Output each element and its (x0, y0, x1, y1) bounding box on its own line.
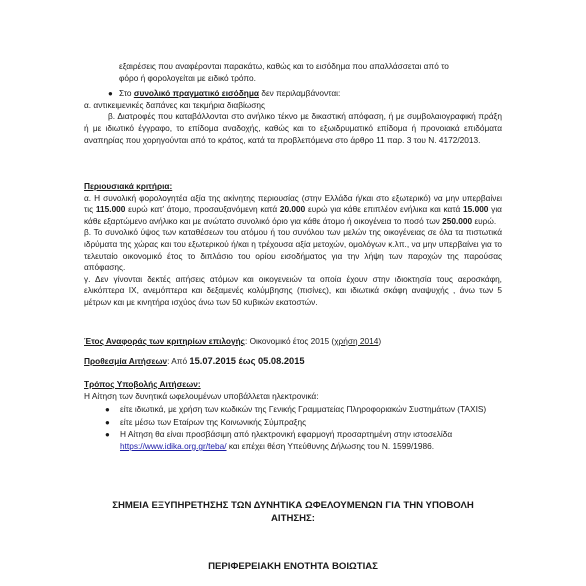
submission-item-1-text: είτε ιδιωτικά, με χρήση των κωδικών της Γενικής Γραμματείας Πληροφοριακών Συστημάτων (TAXIS) (120, 404, 487, 415)
reference-usage: χρήση 2014 (334, 336, 379, 346)
submission-item-3-text: Η Αίτηση θα είναι προσβάσιμη από ηλεκτρονική εφαρμογή προσαρτημένη στην ιστοσελίδα (120, 429, 453, 440)
bullet-dot-icon: ● (105, 417, 110, 427)
property-a-value-3: 15.000 (463, 204, 489, 215)
income-item-a: α. αντικειμενικές δαπάνες και τεκμήρια διαβίωσης (84, 99, 266, 110)
income-section (0, 61, 586, 146)
property-a-text-5: ευρώ. (472, 215, 497, 226)
income-text-line-1: εξαιρέσεις που αναφέρονται παρακάτω, καθώς και το εισόδημα που απαλλάσσεται από το (119, 61, 449, 71)
submission-item-2-text: είτε μέσω των Εταίρων της Κοινωνικής Σύμπραξης (120, 416, 307, 427)
reference-year (0, 336, 586, 348)
idika-link[interactable]: https://www.idika.org.gr/teba/ (120, 440, 227, 451)
income-bullet-post: δεν περιλαμβάνονται: (259, 88, 341, 99)
property-a-text-4: για κάθε εξαρτώμενο ανήλικο και με ανώτατο συνολικό όριο για κάθε άτομο ή οικογένεια το ποσό των (84, 204, 502, 226)
submission-heading: Τρόπος Υποβολής Αιτήσεων: (84, 379, 201, 389)
deadline-pre: : Από (167, 356, 190, 366)
deadline-label: Προθεσμία Αιτήσεων (84, 356, 168, 366)
reference-close: ) (378, 336, 382, 346)
property-a-value-4: 250.000 (442, 215, 473, 226)
property-heading: Περιουσιακά κριτήρια: (84, 181, 173, 191)
property-item-c: γ. Δεν γίνονται δεκτές αιτήσεις ατόμων και οικογενειών τα οποία έχουν στην ιδιοκτησία τους αεροσκάφη, ελικόπτερα ΙΧ, ανεμόπτερα και δεξαμενές κολύμβησης (πισίνες), και ιδιωτικά σκάφη αναψυχής , άνω των 5 μέτρων και με κινητήρα ισχύος άνω των 50 κυβικών εκατοστών. (84, 273, 502, 307)
bullet-dot-icon: ● (105, 430, 110, 440)
property-a-value-2: 20.000 (279, 204, 306, 215)
submission-item-3-post: και επέχει θέση Υπεύθυνης Δήλωσης του Ν. 1599/1986. (226, 440, 435, 451)
bullet-dot-icon: ● (108, 89, 113, 99)
income-item-b: β. Διατροφές που καταβάλλονται στο ανήλικο τέκνο με δικαστική απόφαση, ή με συμβολαιογραφική πράξη ή με ιδιωτικό έγγραφο, το επίδομα αναδοχής, καθώς και το εξωιδρυματικό επίδομα ή προνοιακά επιδόματα αναπηρίας που χορηγούνται από το κράτος, κατά τα προβλεπόμενα στο άρθρο 11 παρ. 3 του Ν. 4172/2013. (84, 111, 502, 145)
submission-item-3 (105, 429, 502, 452)
submission-item-1 (105, 404, 502, 416)
property-a-text-1: α. Η συνολική φορολογητέα αξία της ακίνητης περιουσίας (στην Ελλάδα ή/και στο εξωτερικό) να μην υπερβαίνει τις (84, 192, 502, 215)
region-title-text: ΠΕΡΙΦΕΡΕΙΑΚΗ ΕΝΟΤΗΤΑ ΒΟΙΩΤΙΑΣ (208, 561, 378, 572)
bullet-dot-icon: ● (105, 405, 110, 415)
property-section (0, 181, 586, 309)
property-a-text-3: ευρώ για κάθε επιπλέον ενήλικα και κατά (305, 204, 464, 215)
income-bullet-bold: συνολικό πραγματικό εισόδημα (133, 88, 260, 99)
income-bullet-pre: Στο (119, 88, 134, 99)
property-item-a (84, 193, 502, 228)
submission-section (0, 379, 586, 453)
property-a-text-2: ευρώ κατ’ άτομο, προσαυξανόμενη κατά (125, 204, 280, 215)
service-title-line-2: ΑΙΤΗΣΗΣ: (270, 512, 316, 524)
submission-item-2 (105, 416, 502, 429)
reference-label: Έτος Αναφοράς των κριτηρίων επιλογής (84, 336, 245, 346)
deadline-range: 15.07.2015 έως 05.08.2015 (189, 356, 305, 366)
income-text-line-2: φόρο ή φορολογείται με ειδικό τρόπο. (119, 72, 256, 83)
property-item-b: β. Το συνολικό ύψος των καταθέσεων του ατόμου ή του συνόλου των μελών της οικογένειας σε όλα τα πιστωτικά ιδρύματα της χώρας και του εξωτερικού ή/και η τρέχουσα αξία μετοχών, ομολόγων κ.λπ., να μην υπερβαίνει για το τελευταίο οικονομικό έτος το διπλάσιο του ορίου εισοδήματος για την λήψη των παροχών της παρούσας απόφασης. (84, 227, 502, 273)
property-a-value-1: 115.000 (95, 204, 126, 215)
service-title-line-1: ΣΗΜΕΙΑ ΕΞΥΠΗΡΕΤΗΣΗΣ ΤΩΝ ΔΥΝΗΤΙΚΑ ΩΦΕΛΟΥΜΕΝΩΝ ΓΙΑ ΤΗΝ ΥΠΟΒΟΛΗ (112, 500, 474, 511)
submission-intro: Η Αίτηση των δυνητικά ωφελουμένων υποβάλλεται ηλεκτρονικά: (84, 390, 319, 401)
reference-value: : Οικονομικό έτος 2015 ( (244, 336, 335, 346)
region-title (0, 561, 586, 573)
service-points-title (0, 500, 586, 524)
deadline (0, 356, 586, 368)
income-bullet (108, 88, 502, 100)
